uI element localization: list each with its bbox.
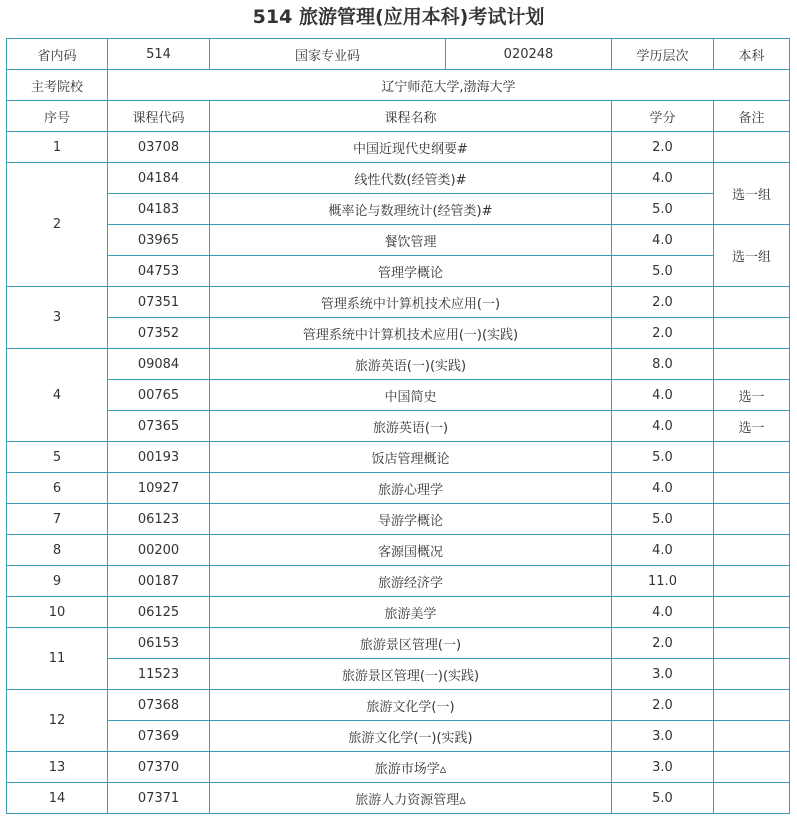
row-note [714, 628, 790, 659]
row-code: 00187 [108, 566, 210, 597]
row-note: 选一 [714, 411, 790, 442]
row-credit: 4.0 [612, 411, 714, 442]
table-row [7, 442, 790, 473]
row-credit: 11.0 [612, 566, 714, 597]
row-course-name: 旅游美学 [210, 597, 612, 628]
level-value: 本科 [714, 39, 790, 70]
row-code: 07352 [108, 318, 210, 349]
row-credit: 2.0 [612, 628, 714, 659]
row-code: 07370 [108, 752, 210, 783]
school-label: 主考院校 [7, 70, 108, 101]
national-code-label: 国家专业码 [210, 39, 446, 70]
row-credit: 2.0 [612, 318, 714, 349]
row-seq: 13 [7, 752, 108, 783]
row-course-name: 旅游人力资源管理▵ [210, 783, 612, 814]
row-credit: 3.0 [612, 752, 714, 783]
row-note [714, 535, 790, 566]
column-header-code: 课程代码 [108, 101, 210, 132]
table-row [7, 163, 790, 194]
table-row [7, 597, 790, 628]
row-code: 07368 [108, 690, 210, 721]
row-seq: 1 [7, 132, 108, 163]
table-row [7, 194, 790, 225]
row-note: 选一组 [714, 225, 790, 287]
province-code-label: 省内码 [7, 39, 108, 70]
row-credit: 2.0 [612, 132, 714, 163]
row-seq: 6 [7, 473, 108, 504]
table-row [7, 473, 790, 504]
row-course-name: 旅游文化学(一)(实践) [210, 721, 612, 752]
row-note [714, 752, 790, 783]
table-row [7, 256, 790, 287]
school-value: 辽宁师范大学,渤海大学 [108, 70, 790, 101]
row-seq: 2 [7, 163, 108, 287]
row-code: 04183 [108, 194, 210, 225]
row-seq: 4 [7, 349, 108, 442]
column-header-seq: 序号 [7, 101, 108, 132]
table-row [7, 504, 790, 535]
column-header-name: 课程名称 [210, 101, 612, 132]
row-code: 07371 [108, 783, 210, 814]
row-note [714, 597, 790, 628]
table-row [7, 535, 790, 566]
row-credit: 4.0 [612, 597, 714, 628]
row-course-name: 旅游心理学 [210, 473, 612, 504]
row-seq: 14 [7, 783, 108, 814]
column-header-row [7, 101, 790, 132]
row-code: 03708 [108, 132, 210, 163]
row-code: 07365 [108, 411, 210, 442]
row-note [714, 473, 790, 504]
school-row [7, 70, 790, 101]
row-note [714, 566, 790, 597]
row-code: 06153 [108, 628, 210, 659]
row-seq: 5 [7, 442, 108, 473]
province-code-value: 514 [108, 39, 210, 70]
row-course-name: 管理系统中计算机技术应用(一)(实践) [210, 318, 612, 349]
row-note [714, 287, 790, 318]
row-course-name: 客源国概况 [210, 535, 612, 566]
row-course-name: 旅游景区管理(一)(实践) [210, 659, 612, 690]
row-course-name: 饭店管理概论 [210, 442, 612, 473]
row-course-name: 旅游经济学 [210, 566, 612, 597]
row-seq: 11 [7, 628, 108, 690]
row-course-name: 旅游市场学▵ [210, 752, 612, 783]
level-label: 学历层次 [612, 39, 714, 70]
row-code: 10927 [108, 473, 210, 504]
row-code: 07351 [108, 287, 210, 318]
row-course-name: 概率论与数理统计(经管类)# [210, 194, 612, 225]
row-code: 06125 [108, 597, 210, 628]
row-seq: 12 [7, 690, 108, 752]
row-code: 00200 [108, 535, 210, 566]
row-note [714, 721, 790, 752]
row-note: 选一组 [714, 163, 790, 225]
row-credit: 5.0 [612, 504, 714, 535]
column-header-note: 备注 [714, 101, 790, 132]
row-course-name: 管理学概论 [210, 256, 612, 287]
row-credit: 4.0 [612, 163, 714, 194]
row-course-name: 线性代数(经管类)# [210, 163, 612, 194]
row-note [714, 659, 790, 690]
row-seq: 3 [7, 287, 108, 349]
row-code: 00765 [108, 380, 210, 411]
row-course-name: 旅游英语(一) [210, 411, 612, 442]
row-credit: 4.0 [612, 535, 714, 566]
row-credit: 4.0 [612, 225, 714, 256]
table-row [7, 225, 790, 256]
row-credit: 2.0 [612, 690, 714, 721]
row-code: 06123 [108, 504, 210, 535]
row-code: 00193 [108, 442, 210, 473]
row-seq: 10 [7, 597, 108, 628]
row-code: 03965 [108, 225, 210, 256]
row-credit: 5.0 [612, 194, 714, 225]
row-code: 11523 [108, 659, 210, 690]
table-row [7, 628, 790, 659]
table-row [7, 721, 790, 752]
row-course-name: 旅游英语(一)(实践) [210, 349, 612, 380]
row-course-name: 旅游文化学(一) [210, 690, 612, 721]
row-credit: 3.0 [612, 721, 714, 752]
row-credit: 5.0 [612, 442, 714, 473]
table-row [7, 690, 790, 721]
table-row [7, 132, 790, 163]
row-course-name: 旅游景区管理(一) [210, 628, 612, 659]
row-code: 07369 [108, 721, 210, 752]
row-note [714, 349, 790, 380]
row-code: 04184 [108, 163, 210, 194]
row-course-name: 中国简史 [210, 380, 612, 411]
table-row [7, 287, 790, 318]
row-seq: 7 [7, 504, 108, 535]
row-seq: 9 [7, 566, 108, 597]
table-row [7, 659, 790, 690]
row-seq: 8 [7, 535, 108, 566]
table-row [7, 380, 790, 411]
table-row [7, 783, 790, 814]
row-note [714, 783, 790, 814]
row-credit: 8.0 [612, 349, 714, 380]
row-note [714, 690, 790, 721]
row-course-name: 餐饮管理 [210, 225, 612, 256]
row-course-name: 导游学概论 [210, 504, 612, 535]
table-row [7, 411, 790, 442]
column-header-credit: 学分 [612, 101, 714, 132]
row-credit: 4.0 [612, 473, 714, 504]
table-row [7, 349, 790, 380]
row-note [714, 504, 790, 535]
row-note [714, 442, 790, 473]
national-code-value: 020248 [446, 39, 612, 70]
info-row [7, 39, 790, 70]
row-credit: 5.0 [612, 783, 714, 814]
row-note: 选一 [714, 380, 790, 411]
row-note [714, 132, 790, 163]
row-credit: 2.0 [612, 287, 714, 318]
row-credit: 4.0 [612, 380, 714, 411]
table-row [7, 752, 790, 783]
row-credit: 3.0 [612, 659, 714, 690]
row-course-name: 中国近现代史纲要# [210, 132, 612, 163]
row-course-name: 管理系统中计算机技术应用(一) [210, 287, 612, 318]
table-row [7, 566, 790, 597]
row-code: 09084 [108, 349, 210, 380]
row-code: 04753 [108, 256, 210, 287]
row-credit: 5.0 [612, 256, 714, 287]
exam-plan-table [6, 38, 790, 814]
row-note [714, 318, 790, 349]
table-row [7, 318, 790, 349]
page-title: 514 旅游管理(应用本科)考试计划 [252, 6, 545, 28]
